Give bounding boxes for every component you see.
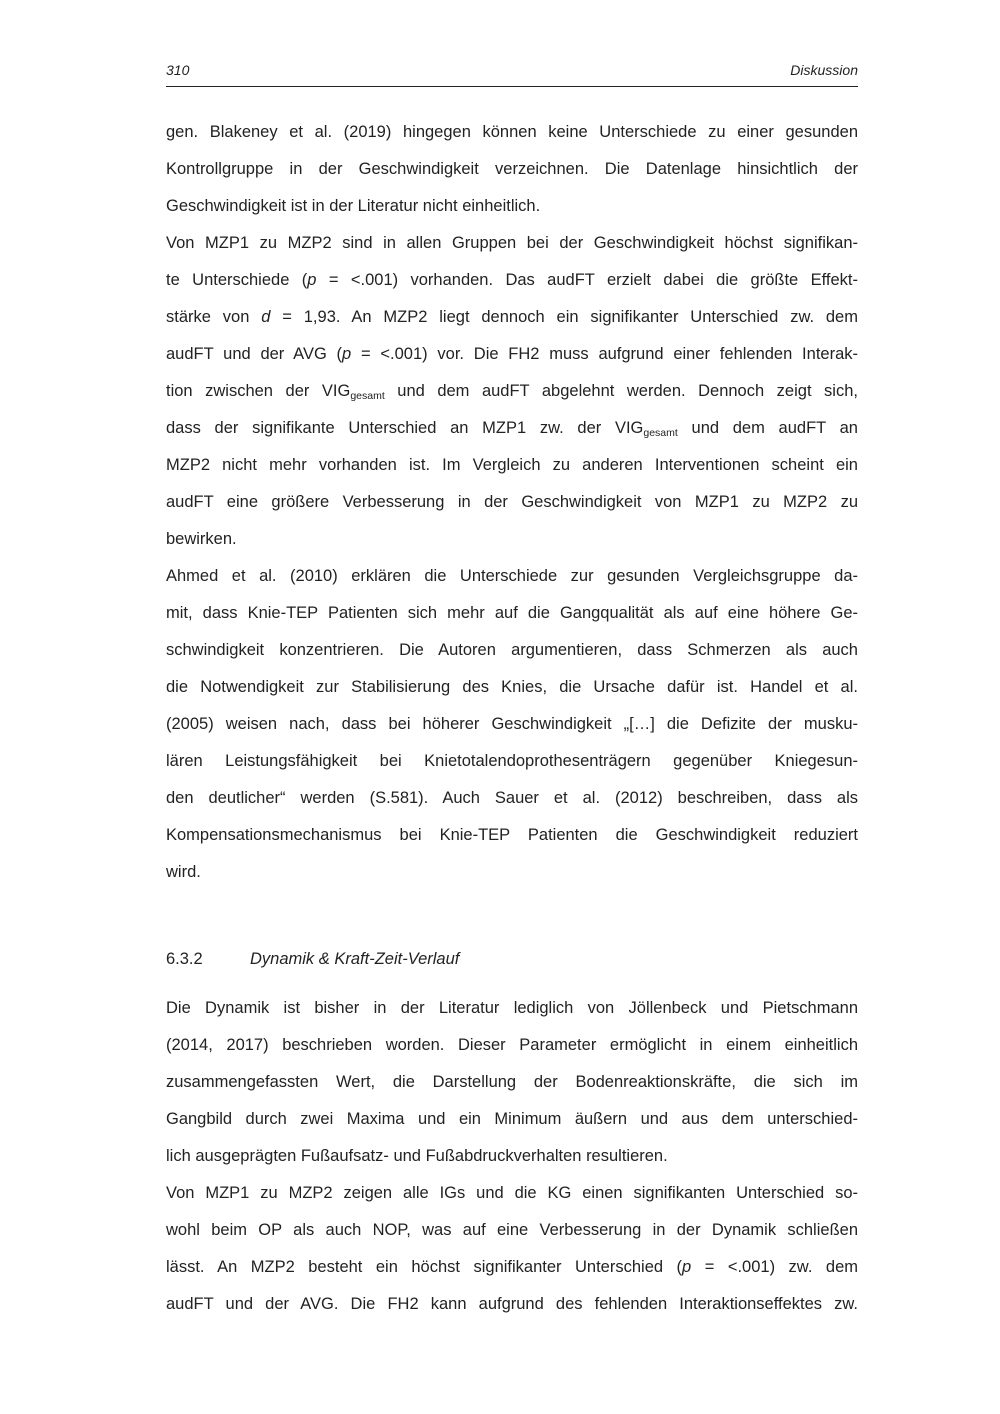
text-line: lässt. An MZP2 besteht ein höchst signifikanter Unterschied (p = <.001) zw. dem (166, 1258, 858, 1276)
text-line: wohl beim OP als auch NOP, was auf eine Verbesserung in der Dynamik schließen (166, 1221, 858, 1239)
text-line: bewirken. (166, 530, 237, 548)
text-line: Geschwindigkeit ist in der Literatur nicht einheitlich. (166, 197, 541, 215)
text-line: dass der signifikante Unterschied an MZP1 zw. der $VIG_{gesamt}$ und dem audFT an (166, 419, 858, 439)
text-line: wird. (166, 863, 201, 881)
text-line: Kontrollgruppe in der Geschwindigkeit verzeichnen. Die Datenlage hinsichtlich der (166, 160, 858, 178)
text-line: Kompensationsmechanismus bei Knie-TEP Patienten die Geschwindigkeit reduziert (166, 826, 858, 844)
text-line: zusammengefassten Wert, die Darstellung der Bodenreaktionskräfte, die sich im (166, 1073, 858, 1091)
section-number: 6.3.2 (166, 950, 203, 968)
text-line: audFT und der AVG (p = <.001) vor. Die FH2 muss aufgrund einer fehlenden Interak- (166, 345, 858, 363)
text-line: Gangbild durch zwei Maxima und ein Minimum äußern und aus dem unterschied- (166, 1110, 858, 1128)
page-header (166, 62, 858, 87)
text-line: Ahmed et al. (2010) erklären die Unterschiede zur gesunden Vergleichsgruppe da- (166, 567, 858, 585)
text-line: Von MZP1 zu MZP2 sind in allen Gruppen bei der Geschwindigkeit höchst signifikan- (166, 234, 858, 252)
text-line: lären Leistungsfähigkeit bei Knietotalendoprothesenträgern gegenüber Kniegesun- (166, 752, 858, 770)
text-line: den deutlicher“ werden (S.581). Auch Sauer et al. (2012) beschreiben, dass als (166, 789, 858, 807)
text-line: Die Dynamik ist bisher in der Literatur lediglich von Jöllenbeck und Pietschmann (166, 999, 858, 1017)
page-body (166, 114, 858, 1323)
paragraph-5 (166, 1175, 858, 1323)
paragraph-3 (166, 558, 858, 891)
text-line: gen. Blakeney et al. (2019) hingegen können keine Unterschiede zu einer gesunden (166, 123, 858, 141)
text-line: schwindigkeit konzentrieren. Die Autoren argumentieren, dass Schmerzen als auch (166, 641, 858, 659)
text-line: tion zwischen der $VIG_{gesamt}$ und dem audFT abgelehnt werden. Dennoch zeigt sich, (166, 382, 858, 402)
text-line: te Unterschiede (p = <.001) vorhanden. Das audFT erzielt dabei die größte Effekt- (166, 271, 858, 289)
text-line: mit, dass Knie-TEP Patienten sich mehr auf die Gangqualität als auf eine höhere Ge- (166, 604, 858, 622)
text-line: audFT eine größere Verbesserung in der Geschwindigkeit von MZP1 zu MZP2 zu (166, 493, 858, 511)
section-title: Dynamik & Kraft-Zeit-Verlauf (250, 950, 460, 968)
text-line: (2014, 2017) beschrieben worden. Dieser Parameter ermöglicht in einem einheitlich (166, 1036, 858, 1054)
running-section-title: Diskussion (790, 62, 858, 78)
text-line: lich ausgeprägten Fußaufsatz- und Fußabdruckverhalten resultieren. (166, 1147, 668, 1165)
text-line: stärke von d = 1,93. An MZP2 liegt dennoch ein signifikanter Unterschied zw. dem (166, 308, 858, 326)
paragraph-1 (166, 114, 858, 225)
section-heading (166, 941, 858, 978)
paragraph-4 (166, 990, 858, 1175)
text-line: MZP2 nicht mehr vorhanden ist. Im Vergleich zu anderen Interventionen scheint ein (166, 456, 858, 474)
page-number: 310 (166, 62, 190, 78)
text-line: audFT und der AVG. Die FH2 kann aufgrund des fehlenden Interaktionseffektes zw. (166, 1295, 858, 1313)
paragraph-2 (166, 225, 858, 558)
text-line: die Notwendigkeit zur Stabilisierung des Knies, die Ursache dafür ist. Handel et al. (166, 678, 858, 696)
text-line: (2005) weisen nach, dass bei höherer Geschwindigkeit „[…] die Defizite der musku- (166, 715, 858, 733)
text-line: Von MZP1 zu MZP2 zeigen alle IGs und die KG einen signifikanten Unterschied so- (166, 1184, 858, 1202)
